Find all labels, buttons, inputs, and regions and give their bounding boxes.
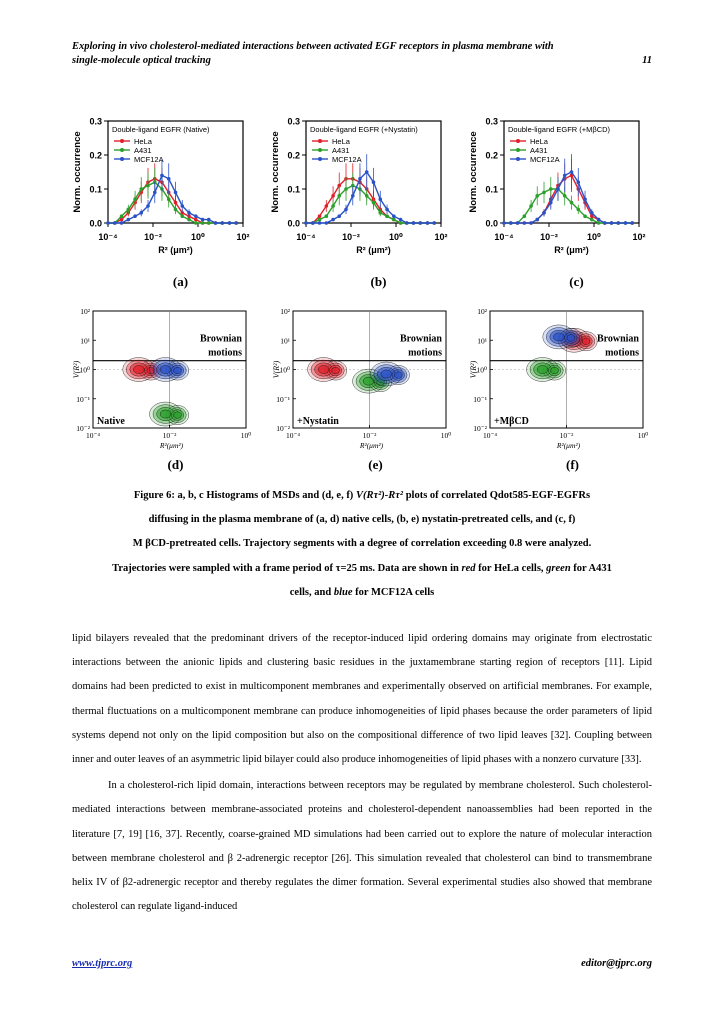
paragraph-1: lipid bilayers revealed that the predominant drivers of the receptor-induced lipid ordering domains may originate from electrostatic interactions between the anionic lipids and clustering basic residues in the juxtamembrane starting region of receptors [11]. Lipid domains had been predicted to exist in multicomponent membranes and experimentally observed on artificial membranes. For example, thermal fluctuations on a multicomponent membrane can produce inhomogeneities of lipid phases because the order parameters of lipid systems depend not only on the lipid composition but also on the compositional difference of two lipid leaves [32]. Coupling between inner and outer leaves of an asymmetric lipid bilayer could also produce inhomogeneities of lipid phases with a nonzero curvature [33].: [72, 633, 652, 766]
y-tick-label: 10⁰: [476, 365, 487, 375]
vr2-panel-1: [72, 307, 251, 472]
y-tick-label: 10⁰: [279, 365, 290, 375]
data-point: [535, 218, 539, 222]
header-title-line1: Exploring in vivo cholesterol-mediated interactions between activated EGF receptors in plasma membrane with: [72, 41, 554, 52]
footer-email: editor@tjprc.org: [581, 958, 652, 969]
y-tick-label: 0.2: [485, 150, 498, 161]
data-point: [201, 221, 205, 225]
data-point: [133, 197, 137, 201]
caption-line5-a: cells, and: [289, 586, 334, 598]
data-point: [399, 218, 403, 222]
panel-label: (d): [167, 457, 184, 472]
histogram-panel-2: [270, 117, 448, 290]
condition-label: +Nystatin: [297, 416, 339, 427]
data-point: [563, 174, 567, 178]
legend-label-a431: A431: [134, 146, 152, 155]
data-point: [378, 211, 382, 215]
x-axis-label: R²(μm²): [359, 441, 384, 450]
data-point: [549, 187, 553, 191]
contour-ring: [537, 365, 548, 373]
x-tick-label: 10⁻²: [342, 232, 360, 242]
contour-ring: [174, 367, 182, 374]
data-point: [535, 194, 539, 198]
contour-ring: [567, 335, 575, 342]
histogram-panel-3: [468, 117, 646, 290]
x-tick-label: 10²: [632, 232, 646, 242]
data-point: [385, 208, 389, 212]
x-tick-label: 10⁰: [637, 431, 649, 440]
data-point: [597, 218, 601, 222]
panel-label: (e): [368, 457, 383, 472]
data-point: [399, 221, 403, 225]
data-point: [529, 221, 533, 225]
y-axis-label: Norm. occurrence: [72, 131, 83, 213]
legend-marker-a431: [318, 148, 322, 152]
data-point: [207, 221, 211, 225]
data-point: [583, 197, 587, 201]
y-tick-label: 10²: [80, 307, 90, 316]
x-tick-label: 10⁰: [240, 431, 252, 440]
data-point: [167, 177, 171, 181]
histogram-panel-1: [72, 117, 250, 290]
caption-line5-b: for MCF12A cells: [352, 586, 435, 598]
figure-6: [0, 0, 724, 480]
brownian-label-line2: motions: [605, 347, 639, 359]
caption-line-3: M βCD-pretreated cells. Trajectory segments with a degree of correlation exceeding 0.8 were analyzed.: [132, 538, 592, 550]
data-point: [509, 221, 513, 225]
y-tick-label: 10⁰: [79, 365, 90, 375]
data-point: [412, 221, 416, 225]
y-tick-label: 0.2: [89, 150, 102, 161]
legend-title: Double-ligand EGFR (+MβCD): [508, 125, 611, 134]
data-point: [563, 194, 567, 198]
caption-line4-c: for A431: [570, 562, 612, 574]
data-point: [385, 214, 389, 218]
brownian-label-line2: motions: [208, 347, 242, 359]
x-tick-label: 10⁰: [440, 431, 452, 440]
legend-marker-a431: [120, 148, 124, 152]
data-point: [516, 221, 520, 225]
data-point: [358, 177, 362, 181]
y-tick-label: 0.1: [485, 184, 498, 195]
data-point: [311, 221, 315, 225]
x-tick-label: 10²: [236, 232, 250, 242]
data-point: [542, 211, 546, 215]
data-point: [133, 214, 137, 218]
legend-label-mcf: MCF12A: [134, 155, 164, 164]
y-tick-label: 0.0: [89, 218, 102, 229]
data-point: [405, 221, 409, 225]
data-point: [616, 221, 620, 225]
data-point: [167, 197, 171, 201]
y-tick-label: 0.1: [287, 184, 300, 195]
data-point: [432, 221, 436, 225]
y-axis-label: V(R²): [469, 360, 478, 379]
data-point: [146, 204, 150, 208]
caption-line-1: [64, 484, 660, 508]
series-line-a431: [504, 189, 632, 223]
caption-red: red: [461, 562, 476, 574]
data-point: [139, 211, 143, 215]
data-point: [120, 214, 124, 218]
brownian-label-line1: Brownian: [596, 333, 639, 345]
y-tick-label: 0.0: [287, 218, 300, 229]
x-tick-label: 10⁰: [389, 232, 403, 242]
contour-ring: [174, 412, 182, 419]
data-point: [160, 174, 164, 178]
contour-ring: [332, 367, 340, 374]
data-point: [120, 221, 124, 225]
caption-line-4: [64, 557, 660, 581]
caption-line-5: [64, 581, 660, 605]
data-point: [372, 201, 376, 205]
data-point: [426, 221, 430, 225]
data-point: [576, 208, 580, 212]
contour-ring: [160, 365, 171, 373]
data-point: [523, 214, 527, 218]
y-tick-label: 10⁻²: [76, 424, 90, 433]
data-point: [220, 221, 224, 225]
caption-blue: blue: [333, 586, 353, 598]
data-point: [630, 221, 634, 225]
data-point: [418, 221, 422, 225]
brownian-label-line1: Brownian: [399, 333, 442, 345]
vr2-panel-3: [469, 307, 648, 472]
x-tick-label: 10⁻²: [540, 232, 558, 242]
contour-ring: [381, 370, 392, 378]
legend-marker-hela: [516, 139, 520, 143]
contour-ring: [133, 365, 144, 373]
data-point: [344, 208, 348, 212]
x-axis-label: R² (μm²): [158, 245, 193, 255]
x-tick-label: 10⁻⁴: [296, 232, 316, 242]
y-tick-label: 10⁻¹: [76, 394, 90, 404]
legend-marker-hela: [120, 139, 124, 143]
y-tick-label: 0.3: [485, 116, 498, 127]
data-point: [337, 214, 341, 218]
caption-math: V(Rτ²)-Rτ²: [355, 490, 404, 501]
legend-marker-mcf: [120, 157, 124, 161]
data-point: [570, 170, 574, 174]
caption-line-2: diffusing in the plasma membrane of (a, d) native cells, (b, e) nystatin-pretreated cells, and (c, f): [148, 514, 576, 526]
y-tick-label: 10¹: [477, 336, 487, 346]
y-tick-label: 0.0: [485, 218, 498, 229]
x-axis-label: R² (μm²): [356, 245, 391, 255]
data-point: [570, 201, 574, 205]
x-tick-label: 10²: [434, 232, 448, 242]
data-point: [556, 187, 560, 191]
data-point: [304, 221, 308, 225]
y-tick-label: 10⁻¹: [276, 394, 290, 404]
caption-green: green: [546, 562, 571, 574]
data-point: [624, 221, 628, 225]
data-point: [228, 221, 232, 225]
data-point: [139, 187, 143, 191]
data-point: [187, 218, 191, 222]
data-point: [194, 221, 198, 225]
data-point: [194, 218, 198, 222]
data-point: [590, 211, 594, 215]
data-point: [180, 204, 184, 208]
data-point: [331, 204, 335, 208]
legend-marker-mcf: [516, 157, 520, 161]
data-point: [344, 187, 348, 191]
x-tick-label: 10⁻⁴: [482, 431, 498, 440]
y-tick-label: 10²: [477, 307, 487, 316]
paragraph-2: In a cholesterol-rich lipid domain, interactions between receptors may be regulated by membrane cholesterol. Such cholesterol-mediated interactions between membrane-associated proteins and cholesterol-dependent nanoassemblies had been reported in the literature [7, 19] [16, 37]. Recently, coarse-grained MD simulations had been carried out to explore the nature of molecular interaction between membrane cholesterol and β 2-adrenergic receptor [26]. This simulation revealed that cholesterol can bind to transmembrane helix IV of β2-adrenergic receptor and thereby regulates the dimer formation. Several experimental studies also showed that membrane cholesterol can regulate ligand-induced: [72, 780, 652, 913]
brownian-label-line1: Brownian: [199, 333, 242, 345]
data-point: [590, 218, 594, 222]
y-tick-label: 0.1: [89, 184, 102, 195]
data-point: [201, 218, 205, 222]
legend-marker-hela: [318, 139, 322, 143]
footer-url-link[interactable]: www.tjprc.org: [72, 958, 133, 969]
x-tick-label: 10⁻⁴: [98, 232, 118, 242]
data-point: [146, 184, 150, 188]
x-tick-label: 10⁰: [587, 232, 601, 242]
panel-label: (f): [566, 457, 579, 472]
data-point: [180, 214, 184, 218]
series-line-mcf: [108, 175, 236, 223]
x-tick-label: 10⁻⁴: [494, 232, 514, 242]
panel-label: (c): [569, 274, 584, 289]
header-title-line2: single-molecule optical tracking: [72, 55, 211, 66]
data-point: [174, 191, 178, 195]
data-point: [318, 218, 322, 222]
legend-label-mcf: MCF12A: [530, 155, 560, 164]
data-point: [331, 194, 335, 198]
condition-label: Native: [97, 416, 125, 427]
contour-ring: [395, 372, 403, 379]
panel-label: (a): [172, 274, 189, 289]
data-point: [378, 197, 382, 201]
legend-title: Double-ligand EGFR (+Nystatin): [310, 125, 418, 134]
y-axis-label: V(R²): [272, 360, 281, 379]
brownian-label-line2: motions: [408, 347, 442, 359]
x-tick-label: 10⁻²: [559, 431, 574, 440]
data-point: [372, 180, 376, 184]
data-point: [365, 170, 369, 174]
data-point: [529, 204, 533, 208]
data-point: [174, 208, 178, 212]
data-point: [127, 218, 131, 222]
figure-caption: [64, 484, 660, 605]
y-tick-label: 0.3: [89, 116, 102, 127]
x-tick-label: 10⁻⁴: [85, 431, 101, 440]
y-tick-label: 0.2: [287, 150, 300, 161]
series-line-a431: [108, 182, 236, 223]
data-point: [106, 221, 110, 225]
x-tick-label: 10⁰: [191, 232, 205, 242]
x-tick-label: 10⁻²: [162, 431, 177, 440]
data-point: [549, 201, 553, 205]
data-point: [365, 194, 369, 198]
legend-label-mcf: MCF12A: [332, 155, 362, 164]
data-point: [325, 214, 329, 218]
data-point: [153, 191, 157, 195]
contour-ring: [551, 367, 559, 374]
caption-line4-b: for HeLa cells,: [475, 562, 547, 574]
legend-marker-a431: [516, 148, 520, 152]
vr2-panel-2: [272, 307, 451, 472]
y-axis-label: Norm. occurrence: [468, 131, 479, 213]
page-number: 11: [642, 55, 652, 66]
panel-label: (b): [370, 274, 387, 289]
body-text: [72, 627, 652, 919]
y-tick-label: 10¹: [280, 336, 290, 346]
data-point: [318, 214, 322, 218]
data-point: [187, 211, 191, 215]
data-point: [392, 218, 396, 222]
y-tick-label: 10⁻²: [276, 424, 290, 433]
data-point: [331, 218, 335, 222]
data-point: [337, 194, 341, 198]
y-tick-label: 10¹: [80, 336, 90, 346]
data-point: [583, 214, 587, 218]
data-point: [392, 214, 396, 218]
x-tick-label: 10⁻⁴: [285, 431, 301, 440]
x-axis-label: R² (μm²): [554, 245, 589, 255]
y-tick-label: 10²: [280, 307, 290, 316]
legend-label-a431: A431: [332, 146, 350, 155]
x-axis-label: R²(μm²): [159, 441, 184, 450]
y-axis-label: Norm. occurrence: [270, 131, 281, 213]
data-point: [351, 194, 355, 198]
y-tick-label: 10⁻¹: [473, 394, 487, 404]
data-point: [207, 218, 211, 222]
legend-label-hela: HeLa: [530, 137, 548, 146]
condition-label: +MβCD: [494, 416, 529, 427]
contour-ring: [553, 333, 564, 341]
data-point: [542, 191, 546, 195]
y-tick-label: 10⁻²: [473, 424, 487, 433]
legend-label-a431: A431: [530, 146, 548, 155]
data-point: [502, 221, 506, 225]
caption-line1-a: Figure 6: a, b, c Histograms of MSDs and (d, e, f): [133, 490, 356, 501]
data-point: [603, 221, 607, 225]
data-point: [318, 221, 322, 225]
x-tick-label: 10⁻²: [362, 431, 377, 440]
contour-ring: [582, 338, 590, 345]
caption-line1-b: plots of correlated Qdot585-EGF-EGFRs: [403, 490, 591, 501]
data-point: [576, 180, 580, 184]
footer: [72, 958, 652, 969]
legend-label-hela: HeLa: [332, 137, 350, 146]
data-point: [325, 204, 329, 208]
legend-label-hela: HeLa: [134, 137, 152, 146]
data-point: [234, 221, 238, 225]
data-point: [113, 221, 117, 225]
y-axis-label: V(R²): [72, 360, 81, 379]
data-point: [194, 214, 198, 218]
legend-marker-mcf: [318, 157, 322, 161]
data-point: [523, 221, 527, 225]
data-point: [325, 221, 329, 225]
data-point: [127, 208, 131, 212]
data-point: [214, 221, 218, 225]
data-point: [597, 221, 601, 225]
legend-title: Double-ligand EGFR (Native): [112, 125, 210, 134]
caption-line4-a: Trajectories were sampled with a frame period of τ=25 ms. Data are shown in: [112, 562, 462, 574]
x-axis-label: R²(μm²): [556, 441, 581, 450]
y-tick-label: 0.3: [287, 116, 300, 127]
x-tick-label: 10⁻²: [144, 232, 162, 242]
data-point: [610, 221, 614, 225]
contour-ring: [160, 410, 171, 418]
contour-ring: [318, 365, 329, 373]
